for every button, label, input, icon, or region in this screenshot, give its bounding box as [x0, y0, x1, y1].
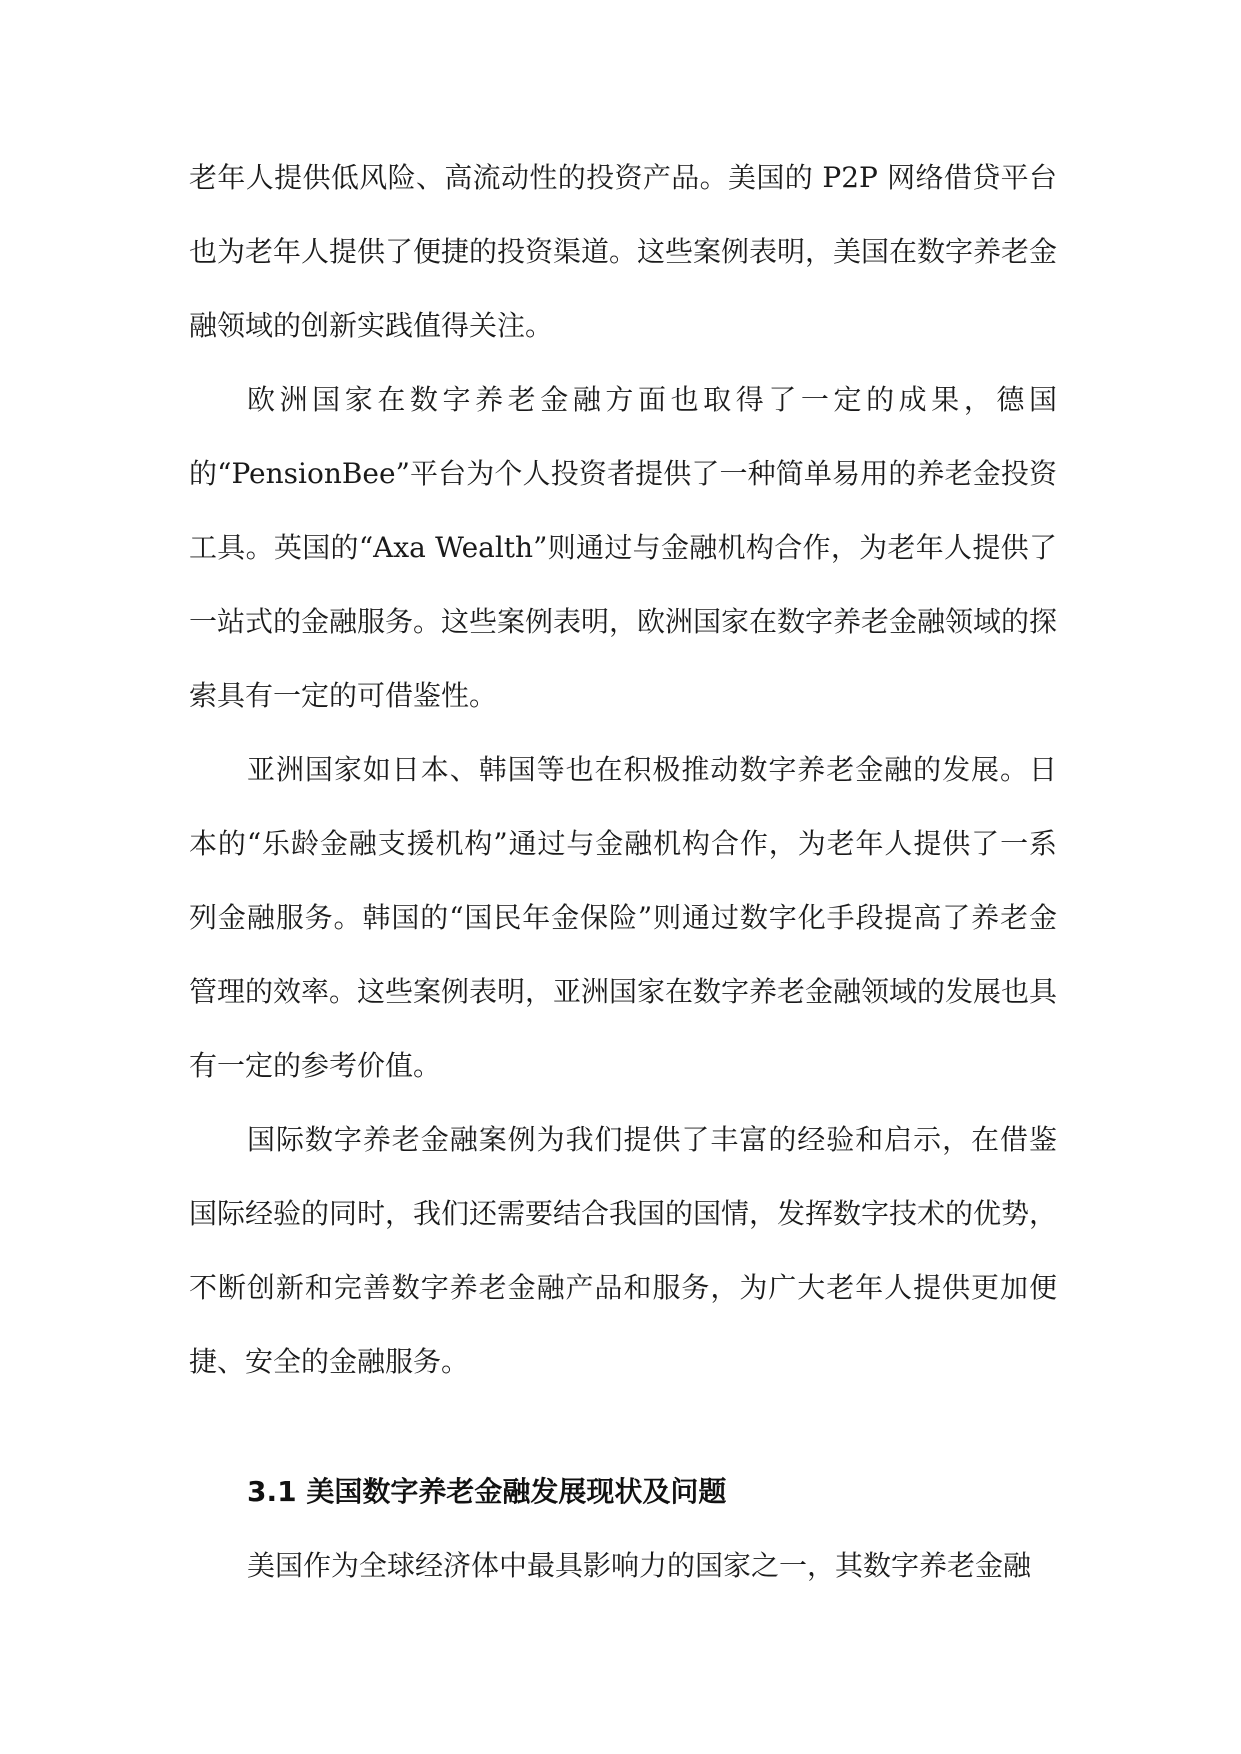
paragraph-asia-cases: 亚洲国家如日本、韩国等也在积极推动数字养老金融的发展。日本的“乐龄金融支援机构”通过与金融机构合作，为老年人提供了一系列金融服务。韩国的“国民年金保险”则通过数字化手段提高了养老金管理的效率。这些案例表明，亚洲国家在数字养老金融领域的发展也具有一定的参考价值。 — [189, 753, 1058, 1082]
paragraph-us-cases: 老年人提供低风险、高流动性的投资产品。美国的 P2P 网络借贷平台也为老年人提供了便捷的投资渠道。这些案例表明，美国在数字养老金融领域的创新实践值得关注。 — [189, 161, 1058, 342]
section-heading: 3.1 美国数字养老金融发展现状及问题 — [247, 1475, 727, 1508]
paragraph-us-status: 美国作为全球经济体中最具影响力的国家之一，其数字养老金融 — [247, 1549, 1032, 1582]
paragraph-international-summary: 国际数字养老金融案例为我们提供了丰富的经验和启示，在借鉴国际经验的同时，我们还需要结合我国的国情，发挥数字技术的优势，不断创新和完善数字养老金融产品和服务，为广大老年人提供更加便捷、安全的金融服务。 — [189, 1123, 1058, 1378]
document-body — [189, 141, 1057, 1603]
paragraph-europe-cases: 欧洲国家在数字养老金融方面也取得了一定的成果，德国的“PensionBee”平台为个人投资者提供了一种简单易用的养老金投资工具。英国的“Axa Wealth”则通过与金融机构合作，为老年人提供了一站式的金融服务。这些案例表明，欧洲国家在数字养老金融领域的探索具有一定的可借鉴性。 — [189, 383, 1058, 712]
